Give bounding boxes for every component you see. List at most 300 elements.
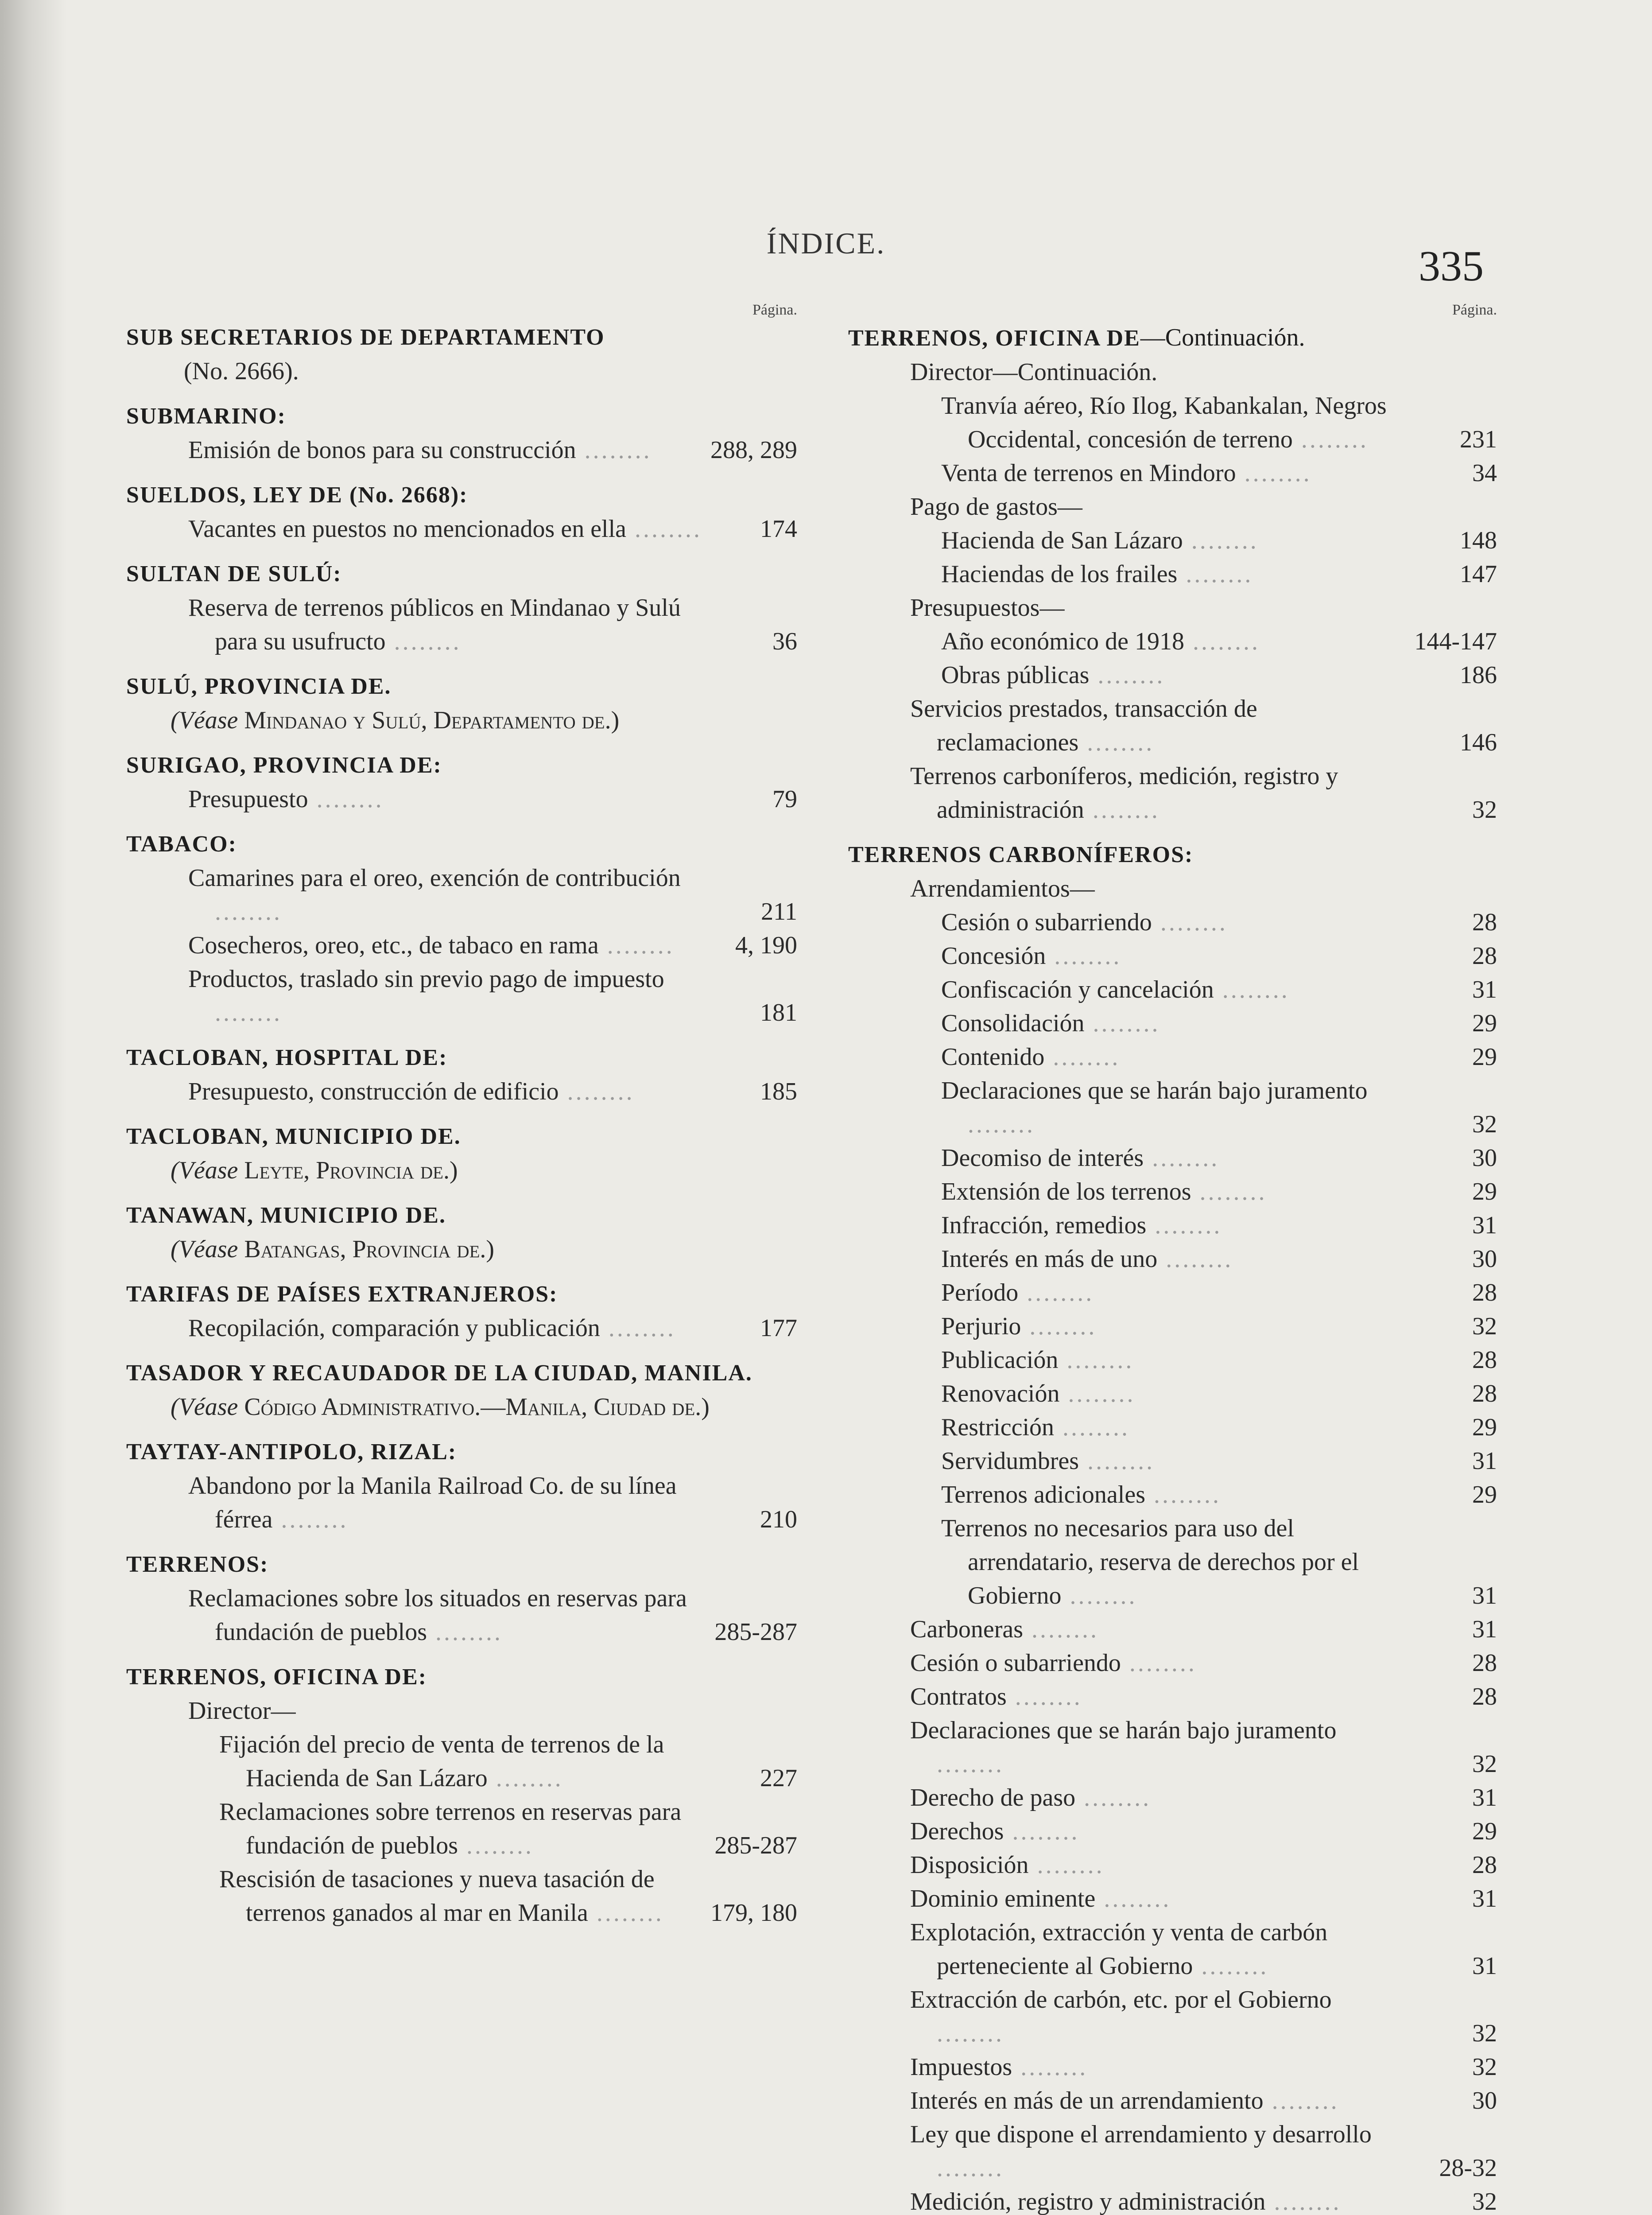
- dot-leader: ........: [588, 1899, 664, 1927]
- entry-text: [188, 433, 704, 467]
- index-subheading: (No. 2666).: [184, 358, 299, 385]
- entry-page-number: 32: [1472, 2020, 1497, 2047]
- entry-text: [910, 2118, 1404, 2185]
- index-heading: [126, 1120, 797, 1154]
- entry-label: Consolidación: [941, 1010, 1085, 1037]
- index-entry: [848, 939, 1497, 973]
- index-group: [126, 749, 797, 816]
- see-reference-text: Código Administrativo.—Manila, Ciudad de.): [244, 1393, 710, 1421]
- index-entry: [848, 1646, 1497, 1680]
- index-heading-text: TARIFAS DE PAÍSES EXTRANJEROS:: [126, 1282, 558, 1307]
- index-entry: [126, 782, 797, 816]
- dot-leader: ........: [1059, 1380, 1136, 1407]
- dot-leader: ........: [215, 999, 282, 1026]
- entry-page-number: 181: [760, 999, 797, 1026]
- dot-leader: ........: [1084, 1010, 1160, 1037]
- entry-label: Dominio eminente: [910, 1885, 1096, 1912]
- entry-text: [910, 2084, 1404, 2118]
- entry-text: [910, 1916, 1404, 1983]
- index-group: [126, 1041, 797, 1108]
- index-heading-text: SUBMARINO:: [126, 404, 286, 429]
- dot-leader: ........: [1191, 1178, 1267, 1205]
- index-entry: [126, 1075, 797, 1108]
- index-heading: [126, 1278, 797, 1311]
- dot-leader: ........: [1265, 2188, 1342, 2215]
- entry-text: [188, 591, 704, 658]
- entry-page-number: 28: [1472, 942, 1497, 970]
- index-heading-text: TERRENOS CARBONÍFEROS:: [848, 842, 1194, 867]
- entry-label: Publicación: [941, 1346, 1059, 1374]
- entry-page-number: 28-32: [1439, 2154, 1497, 2182]
- see-reference-text: Leyte, Provincia de.): [244, 1157, 458, 1184]
- entry-page-number: 31: [1472, 1784, 1497, 1811]
- index-heading: [848, 321, 1497, 355]
- entry-page-number: 211: [761, 898, 797, 925]
- entry-page-number: 144-147: [1414, 628, 1497, 655]
- dot-leader: ........: [1018, 1279, 1094, 1306]
- index-heading-text: TERRENOS, OFICINA DE:: [126, 1664, 427, 1690]
- dot-leader: ........: [308, 785, 384, 813]
- see-reference: [126, 1154, 797, 1187]
- index-entry: [126, 591, 797, 658]
- dot-leader: ........: [215, 898, 282, 925]
- entry-page-number: 285-287: [714, 1618, 797, 1646]
- index-heading: [126, 1356, 797, 1390]
- entry-label: Medición, registro y administración: [910, 2188, 1266, 2215]
- entry-label: Renovación: [941, 1380, 1060, 1407]
- index-entry: [848, 692, 1497, 759]
- entry-text: [188, 861, 704, 929]
- dot-leader: ........: [1095, 1885, 1171, 1912]
- index-entry: [848, 1714, 1497, 1781]
- index-group: [126, 1199, 797, 1266]
- entry-text: [188, 1311, 704, 1345]
- entry-label: Explotación, extracción y venta de carbón perteneciente al Gobierno: [910, 1919, 1328, 1980]
- entry-page-number: 32: [1472, 1111, 1497, 1138]
- entry-page-number: 174: [760, 515, 797, 543]
- index-entry: [848, 1882, 1497, 1916]
- index-entry: [126, 1862, 797, 1930]
- entry-text: [910, 2050, 1404, 2084]
- index-entry: [848, 872, 1497, 905]
- entry-page-number: 31: [1472, 976, 1497, 1003]
- index-entry: [848, 1276, 1497, 1310]
- entry-page-number: 177: [760, 1314, 797, 1342]
- index-heading: [126, 321, 797, 354]
- entry-label: Servicios prestados, transacción de reclamaciones: [910, 695, 1257, 756]
- index-entry: [848, 1175, 1497, 1209]
- entry-text: [910, 1646, 1404, 1680]
- entry-page-number: 30: [1472, 2087, 1497, 2114]
- entry-page-number: 28: [1472, 1851, 1497, 1879]
- entry-page-number: 28: [1472, 1649, 1497, 1677]
- entry-label: Rescisión de tasaciones y nueva tasación de terrenos ganados al mar en Manila: [219, 1865, 655, 1927]
- index-entry: [848, 1310, 1497, 1343]
- index-entry: [848, 1242, 1497, 1276]
- index-heading-text: SURIGAO, PROVINCIA DE:: [126, 753, 442, 778]
- dot-leader: ........: [1152, 909, 1228, 936]
- entry-text: [910, 1882, 1404, 1916]
- entry-text: [941, 389, 1404, 456]
- entry-label: Declaraciones que se harán bajo juramento: [910, 1717, 1337, 1744]
- entry-label: Interés en más de un arrendamiento: [910, 2087, 1264, 2114]
- entry-label: Terrenos adicionales: [941, 1481, 1145, 1508]
- dot-leader: ........: [1157, 1245, 1233, 1273]
- entry-label: Hacienda de San Lázaro: [941, 527, 1183, 554]
- entry-text: [188, 1694, 704, 1728]
- index-entry: [126, 1795, 797, 1862]
- dot-leader: ........: [1075, 1784, 1152, 1811]
- index-entry: [126, 1469, 797, 1536]
- index-entry: [848, 759, 1497, 827]
- dot-leader: ........: [1028, 1851, 1105, 1879]
- entry-page-number: 34: [1472, 459, 1497, 487]
- entry-text: [188, 1582, 704, 1649]
- entry-page-number: 32: [1472, 2188, 1497, 2215]
- entry-label: Extensión de los terrenos: [941, 1178, 1191, 1205]
- index-entry: [848, 2185, 1497, 2215]
- entry-text: [941, 973, 1404, 1006]
- entry-text: [941, 524, 1404, 557]
- index-heading-text: TAYTAY-ANTIPOLO, RIZAL:: [126, 1439, 457, 1465]
- entry-label: Cosecheros, oreo, etc., de tabaco en rama: [188, 932, 599, 959]
- entry-label: Reserva de terrenos públicos en Mindanao y Sulú para su usufructo: [188, 594, 681, 655]
- index-entry: [848, 1916, 1497, 1983]
- index-entry: [848, 591, 1497, 625]
- entry-label: Período: [941, 1279, 1019, 1306]
- index-heading: [126, 828, 797, 861]
- index-group: [126, 670, 797, 737]
- dot-leader: ........: [1054, 1414, 1130, 1441]
- dot-leader: ........: [1144, 1144, 1220, 1172]
- index-heading: [126, 478, 797, 512]
- index-entry: [848, 1377, 1497, 1411]
- entry-text: [941, 1411, 1404, 1444]
- dot-leader: ........: [937, 1750, 1004, 1778]
- dot-leader: ........: [937, 2020, 1004, 2047]
- dot-leader: ........: [272, 1506, 349, 1533]
- pagina-label: Página.: [752, 302, 797, 318]
- entry-page-number: 32: [1472, 1313, 1497, 1340]
- entry-page-number: 285-287: [714, 1832, 797, 1859]
- index-entry: [848, 1411, 1497, 1444]
- entry-page-number: 288, 289: [710, 436, 797, 464]
- entry-page-number: 227: [760, 1764, 797, 1792]
- entry-label: Terrenos no necesarios para uso del arrendatario, reserva de derechos por el Gobierno: [941, 1515, 1359, 1609]
- index-heading-text: TANAWAN, MUNICIPIO DE.: [126, 1203, 446, 1228]
- entry-text: [910, 1613, 1404, 1646]
- entry-label: Servidumbres: [941, 1447, 1079, 1475]
- index-entry: [848, 658, 1497, 692]
- entry-page-number: 31: [1472, 1952, 1497, 1980]
- dot-leader: ........: [1006, 1683, 1082, 1710]
- entry-label: Declaraciones que se harán bajo juramento: [941, 1077, 1368, 1104]
- dot-leader: ........: [1121, 1649, 1197, 1677]
- entry-page-number: 29: [1472, 1043, 1497, 1071]
- index-entry: [126, 1728, 797, 1795]
- index-entry: [126, 861, 797, 929]
- entry-label: Concesión: [941, 942, 1046, 970]
- entry-text: [941, 1377, 1404, 1411]
- entry-text: [910, 1714, 1404, 1781]
- index-heading-text: TACLOBAN, HOSPITAL DE:: [126, 1045, 448, 1070]
- dot-leader: ........: [1061, 1582, 1137, 1609]
- entry-text: [941, 456, 1404, 490]
- entry-page-number: 186: [1460, 661, 1497, 689]
- entry-text: [941, 625, 1404, 658]
- index-heading-text: TASADOR Y RECAUDADOR DE LA CIUDAD, MANILA.: [126, 1360, 752, 1386]
- index-entry: [848, 973, 1497, 1006]
- index-heading-text: SULÚ, PROVINCIA DE.: [126, 674, 392, 699]
- entry-text: [941, 1444, 1404, 1478]
- entry-page-number: 231: [1460, 426, 1497, 453]
- entry-page-number: 31: [1472, 1885, 1497, 1912]
- entry-page-number: 29: [1472, 1481, 1497, 1508]
- entry-label: Cesión o subarriendo: [910, 1649, 1121, 1677]
- entry-text: [219, 1862, 704, 1930]
- entry-label: Abandono por la Manila Railroad Co. de su línea férrea: [188, 1472, 677, 1533]
- entry-text: [910, 1680, 1404, 1714]
- index-group: [126, 1278, 797, 1345]
- dot-leader: ........: [1193, 1952, 1269, 1980]
- entry-page-number: 31: [1472, 1212, 1497, 1239]
- entry-text: [219, 1795, 704, 1862]
- dot-leader: ........: [600, 1314, 676, 1342]
- index-heading-text: TABACO:: [126, 832, 237, 857]
- dot-leader: ........: [1089, 661, 1165, 689]
- index-entry: [848, 456, 1497, 490]
- index-entry: [848, 524, 1497, 557]
- entry-text: [941, 1242, 1404, 1276]
- see-reference-text: Batangas, Provincia de.): [244, 1236, 495, 1263]
- index-heading: [848, 838, 1497, 872]
- dot-leader: ........: [1012, 2053, 1088, 2081]
- entry-page-number: 148: [1460, 527, 1497, 554]
- entry-text: [910, 1848, 1404, 1882]
- entry-label: Contenido: [941, 1043, 1045, 1071]
- entry-label: Vacantes en puestos no mencionados en ella: [188, 515, 627, 543]
- see-reference-prefix: (Véase: [171, 1393, 238, 1421]
- see-reference-prefix: (Véase: [171, 1236, 238, 1263]
- entry-text: [910, 759, 1404, 827]
- index-heading-text: SUELDOS, LEY DE (No. 2668):: [126, 482, 468, 508]
- index-heading: [126, 1041, 797, 1075]
- index-heading: [126, 1660, 797, 1694]
- index-heading: [126, 1435, 797, 1469]
- entry-label: Derechos: [910, 1818, 1004, 1845]
- entry-label: Impuestos: [910, 2053, 1012, 2081]
- index-entry: [126, 433, 797, 467]
- entry-page-number: 32: [1472, 1750, 1497, 1778]
- index-group: [848, 838, 1497, 2215]
- index-entry: [126, 929, 797, 962]
- index-group: [126, 321, 797, 388]
- dot-leader: ........: [1146, 1212, 1222, 1239]
- dot-leader: ........: [1177, 560, 1253, 588]
- entry-text: [941, 1074, 1404, 1141]
- entry-label: Infracción, remedios: [941, 1212, 1147, 1239]
- entry-label: Terrenos carboníferos, medición, registro y administración: [910, 762, 1338, 824]
- entry-page-number: 28: [1472, 1683, 1497, 1710]
- entry-page-number: 79: [772, 785, 797, 813]
- see-reference-prefix: (Véase: [171, 707, 238, 734]
- index-group: [126, 1356, 797, 1424]
- index-heading: [126, 557, 797, 591]
- index-heading-text: TERRENOS, OFICINA DE: [848, 326, 1140, 351]
- entry-text: [910, 1781, 1404, 1815]
- index-heading-continuation: —Continuación.: [1140, 324, 1305, 351]
- index-group: [126, 400, 797, 467]
- entry-label: Contratos: [910, 1683, 1007, 1710]
- entry-label: Decomiso de interés: [941, 1144, 1144, 1172]
- entry-text: [941, 939, 1404, 973]
- entry-text: [941, 557, 1404, 591]
- entry-page-number: 29: [1472, 1010, 1497, 1037]
- entry-page-number: 31: [1472, 1616, 1497, 1643]
- index-entry: [848, 1848, 1497, 1882]
- entry-page-number: 28: [1472, 1346, 1497, 1374]
- entry-text: [910, 2185, 1404, 2215]
- index-column-right: [848, 301, 1497, 2215]
- entry-label: Obras públicas: [941, 661, 1090, 689]
- entry-text: [219, 1728, 704, 1795]
- entry-page-number: 36: [772, 628, 797, 655]
- entry-text: [910, 1983, 1404, 2050]
- see-reference-text: Mindanao y Sulú, Departamento de.): [244, 707, 620, 734]
- index-entry: [126, 1311, 797, 1345]
- index-group: [126, 478, 797, 546]
- entry-text: [910, 490, 1404, 524]
- index-heading: [126, 1548, 797, 1582]
- entry-label: Reclamaciones sobre los situados en reservas para fundación de pueblos: [188, 1585, 687, 1646]
- entry-page-number: 29: [1472, 1414, 1497, 1441]
- dot-leader: ........: [1079, 1447, 1155, 1475]
- index-entry: [848, 1040, 1497, 1074]
- entry-label: Ley que dispone el arrendamiento y desarrollo: [910, 2121, 1372, 2148]
- index-group: [126, 1120, 797, 1187]
- index-entry: [848, 625, 1497, 658]
- see-reference: [126, 703, 797, 737]
- index-group: [126, 1435, 797, 1536]
- entry-page-number: 29: [1472, 1178, 1497, 1205]
- index-entry: [126, 512, 797, 546]
- index-entry: [848, 1613, 1497, 1646]
- dot-leader: ........: [1044, 1043, 1121, 1071]
- page-edge-shadow: [0, 0, 66, 2215]
- entry-text: [910, 872, 1404, 905]
- page-number: 335: [1419, 242, 1484, 290]
- dot-leader: ........: [427, 1618, 503, 1646]
- dot-leader: ........: [1058, 1346, 1134, 1374]
- index-heading: [126, 400, 797, 433]
- entry-text: [188, 512, 704, 546]
- see-reference-prefix: (Véase: [171, 1157, 238, 1184]
- dot-leader: ........: [1023, 1616, 1099, 1643]
- dot-leader: ........: [1292, 426, 1369, 453]
- entry-page-number: 32: [1472, 2053, 1497, 2081]
- entry-page-number: 28: [1472, 1279, 1497, 1306]
- entry-label: Presupuesto, construcción de edificio: [188, 1078, 559, 1105]
- entry-page-number: 28: [1472, 1380, 1497, 1407]
- entry-text: [941, 658, 1404, 692]
- index-heading-text: TERRENOS:: [126, 1552, 269, 1577]
- dot-leader: ........: [1214, 976, 1290, 1003]
- dot-leader: ........: [576, 436, 652, 464]
- entry-text: [188, 782, 704, 816]
- entry-page-number: 31: [1472, 1582, 1497, 1609]
- entry-text: [941, 1040, 1404, 1074]
- dot-leader: ........: [558, 1078, 635, 1105]
- pagina-label: Página.: [1452, 302, 1497, 318]
- entry-text: [910, 591, 1404, 625]
- index-entry: [848, 557, 1497, 591]
- entry-page-number: 179, 180: [710, 1899, 797, 1927]
- dot-leader: ........: [1183, 527, 1259, 554]
- entry-label: Director—Continuación.: [910, 358, 1158, 386]
- entry-label: Presupuestos—: [910, 594, 1065, 622]
- entry-text: [941, 905, 1404, 939]
- dot-leader: ........: [1084, 796, 1160, 824]
- entry-text: [941, 1478, 1404, 1512]
- entry-text: [941, 1141, 1404, 1175]
- entry-label: Derecho de paso: [910, 1784, 1076, 1811]
- index-entry: [848, 1983, 1497, 2050]
- entry-text: [941, 1006, 1404, 1040]
- index-heading: [126, 749, 797, 782]
- entry-text: [910, 1815, 1404, 1848]
- index-group: [848, 321, 1497, 827]
- entry-label: Director—: [188, 1697, 296, 1725]
- dot-leader: ........: [1236, 459, 1312, 487]
- dot-leader: ........: [1004, 1818, 1080, 1845]
- index-entry: [848, 2118, 1497, 2185]
- dot-leader: ........: [458, 1832, 534, 1859]
- entry-text: [941, 1343, 1404, 1377]
- dot-leader: ........: [1021, 1313, 1097, 1340]
- entry-text: [941, 1175, 1404, 1209]
- index-entry: [848, 389, 1497, 456]
- index-entry: [848, 1512, 1497, 1613]
- entry-text: [188, 962, 704, 1030]
- entry-text: [910, 355, 1404, 389]
- entry-text: [188, 1469, 704, 1536]
- index-entry: [848, 1478, 1497, 1512]
- index-entry: [848, 355, 1497, 389]
- index-entry: [848, 1781, 1497, 1815]
- index-column-left: [126, 301, 797, 1930]
- dot-leader: ........: [487, 1764, 563, 1792]
- index-entry: [126, 1694, 797, 1728]
- running-head-title: ÍNDICE.: [766, 226, 886, 260]
- index-entry: [126, 962, 797, 1030]
- entry-label: Restricción: [941, 1414, 1055, 1441]
- entry-text: [910, 692, 1404, 759]
- entry-page-number: 4, 190: [735, 932, 797, 959]
- index-entry: [848, 1209, 1497, 1242]
- entry-label: Haciendas de los frailes: [941, 560, 1178, 588]
- dot-leader: ........: [1145, 1481, 1221, 1508]
- index-entry: [848, 2050, 1497, 2084]
- index-entry: [848, 490, 1497, 524]
- index-group: [126, 1548, 797, 1649]
- dot-leader: ........: [1184, 628, 1260, 655]
- entry-label: Camarines para el oreo, exención de contribución: [188, 864, 681, 892]
- entry-text: [941, 1209, 1404, 1242]
- entry-label: Extracción de carbón, etc. por el Gobierno: [910, 1986, 1332, 2013]
- dot-leader: ........: [598, 932, 675, 959]
- index-entry: [848, 1141, 1497, 1175]
- index-group: [126, 557, 797, 658]
